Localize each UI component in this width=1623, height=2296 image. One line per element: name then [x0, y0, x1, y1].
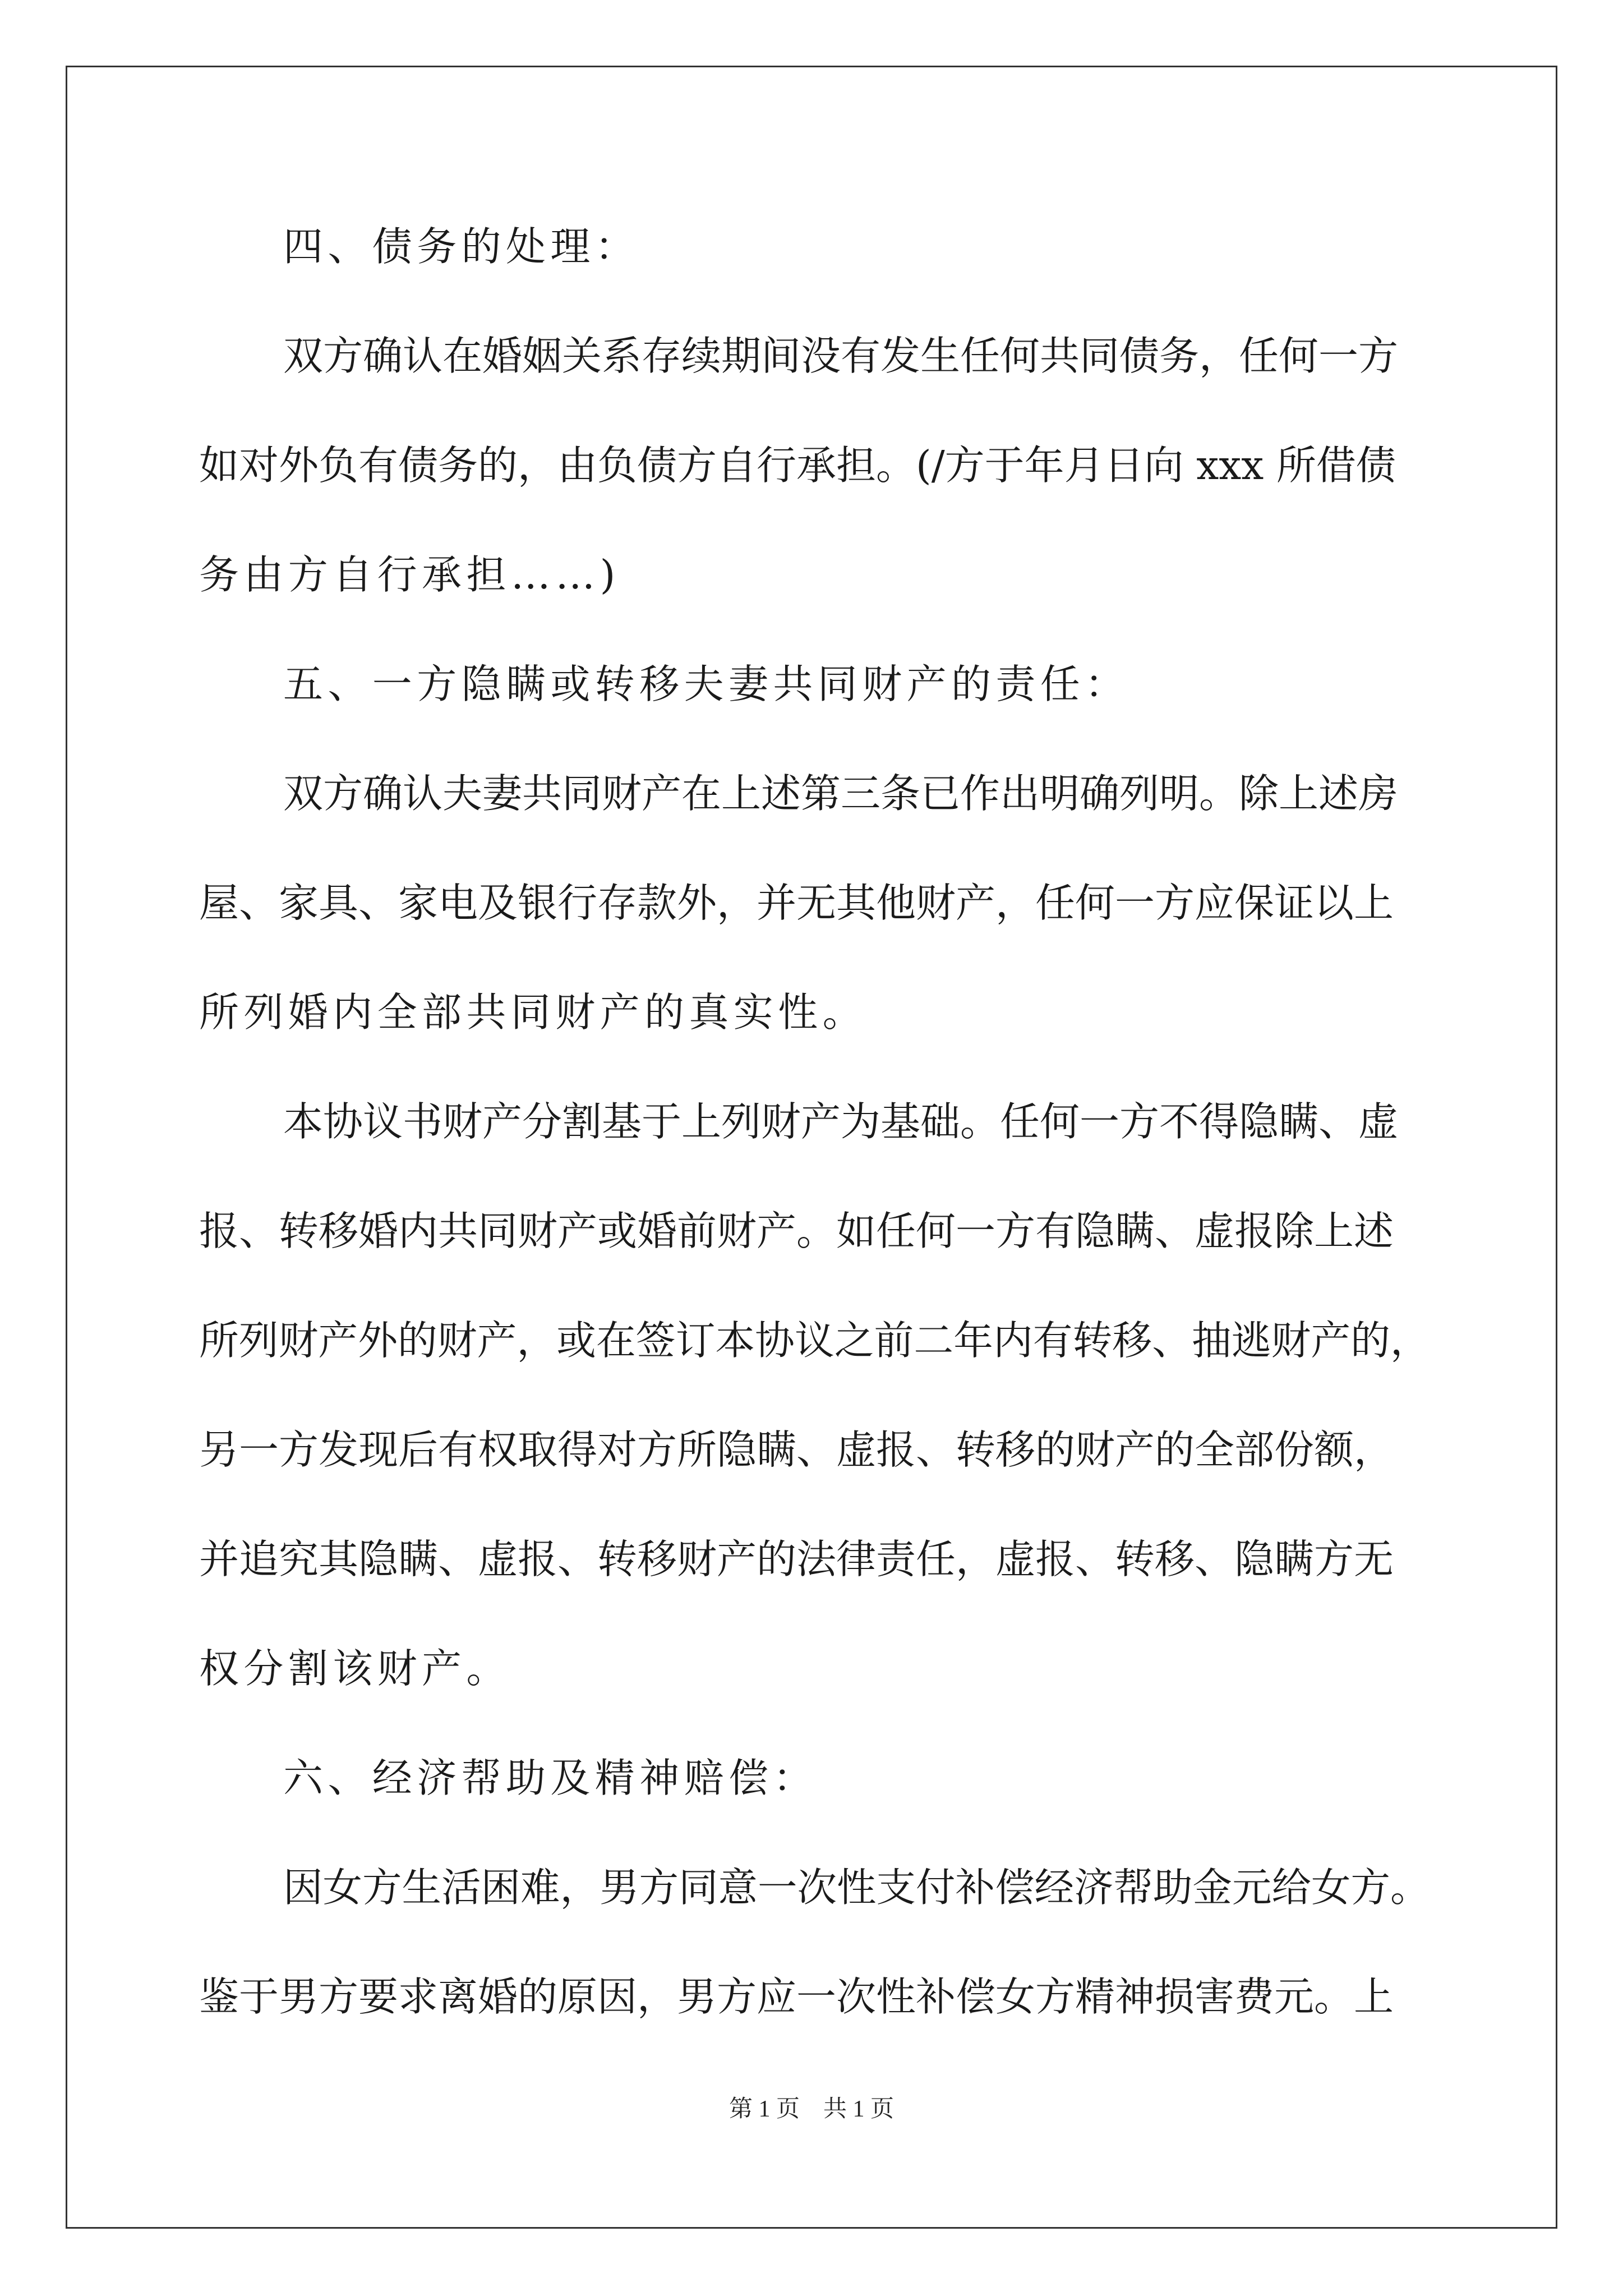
paragraph-line: 屋、家具、家电及银行存款外，并无其他财产，任何一方应保证以上 — [199, 880, 1394, 926]
paragraph-line: 鉴于男方要求离婚的原因，男方应一次性补偿女方精神损害费元。上 — [199, 1973, 1394, 2020]
paragraph-line: 双方确认夫妻共同财产在上述第三条已作出明确列明。除上述房 — [283, 770, 1399, 817]
paragraph-line: 如对外负有债务的，由负债方自行承担。(/方于年月日向 xxx 所借债 — [199, 442, 1396, 489]
paragraph-line: 所列婚内全部共同财产的真实性。 — [199, 989, 868, 1036]
paragraph-line: 权分割该财产。 — [199, 1645, 511, 1692]
paragraph-line: 另一方发现后有权取得对方所隐瞒、虚报、转移的财产的全部份额， — [199, 1427, 1394, 1473]
paragraph-line: 务由方自行承担……) — [199, 551, 620, 598]
paragraph-line: 本协议书财产分割基于上列财产为基础。任何一方不得隐瞒、虚 — [283, 1098, 1399, 1145]
paragraph-line: 所列财产外的财产，或在签订本协议之前二年内有转移、抽逃财产的， — [199, 1317, 1430, 1364]
page-number: 第 1 页 共 1 页 — [728, 2096, 894, 2122]
paragraph-line: 因女方生活困难，男方同意一次性支付补偿经济帮助金元给女方。 — [283, 1865, 1430, 1911]
paragraph-line: 报、转移婚内共同财产或婚前财产。如任何一方有隐瞒、虚报除上述 — [199, 1208, 1394, 1254]
paragraph-line: 双方确认在婚姻关系存续期间没有发生任何共同债务，任何一方 — [283, 333, 1399, 379]
heading-concealment-liability: 五、一方隐瞒或转移夫妻共同财产的责任： — [283, 661, 1129, 707]
heading-debt-handling: 四、债务的处理： — [283, 223, 640, 270]
heading-economic-assistance: 六、经济帮助及精神赔偿： — [283, 1755, 818, 1801]
paragraph-line: 并追究其隐瞒、虚报、转移财产的法律责任，虚报、转移、隐瞒方无 — [199, 1536, 1394, 1582]
